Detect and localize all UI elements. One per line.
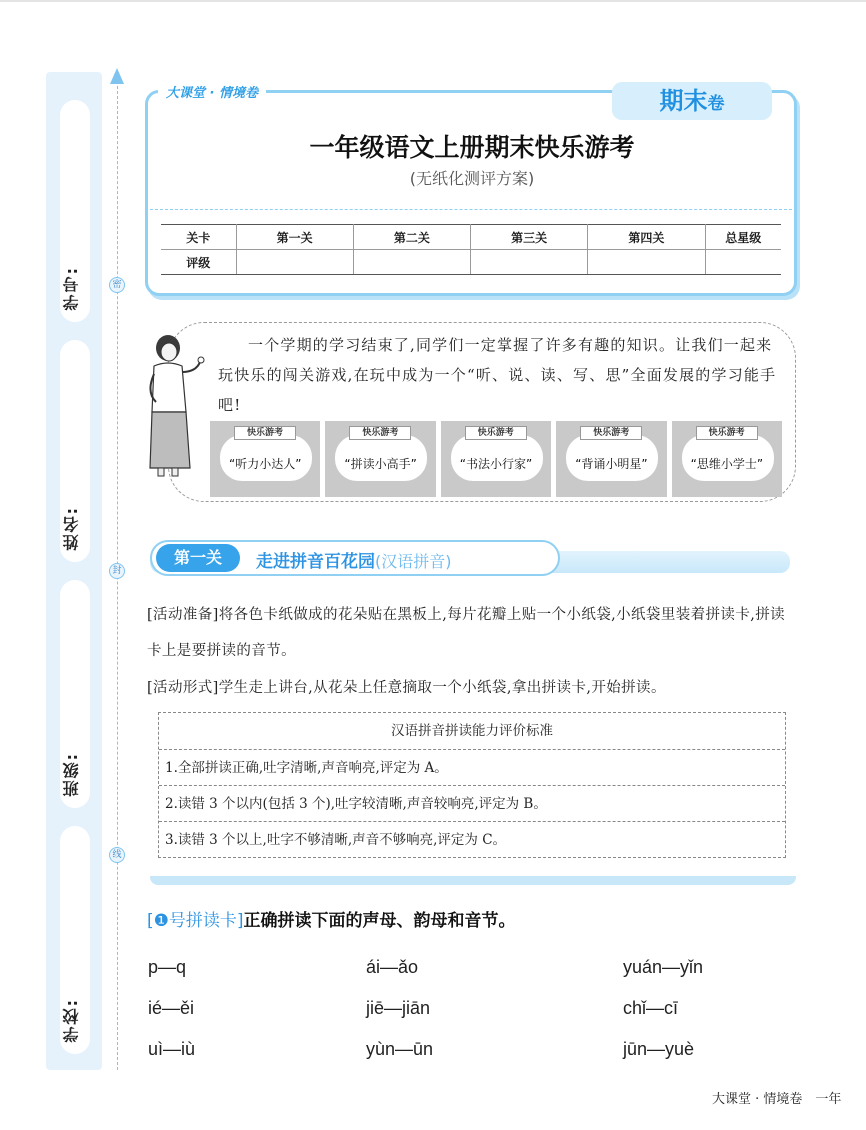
top-divider (0, 0, 866, 2)
section-title-text: 走进拼音百花园 (256, 552, 375, 572)
section-title (256, 547, 452, 572)
seal-mark: 线 (109, 847, 125, 863)
card-label: “思维小学士” (690, 457, 764, 471)
badge-main: 期末 (659, 87, 708, 115)
criteria-item: 2.读错 3 个以内(包括 3 个),吐字较清晰,声音较响亮,评定为 B。 (159, 785, 785, 821)
card-tag: 快乐游考 (349, 426, 411, 440)
badge-suffix: 卷 (707, 94, 725, 114)
class-field[interactable] (60, 580, 90, 808)
grade-cell[interactable] (353, 250, 470, 275)
school-label: 学校: (62, 997, 81, 1042)
card-label: [❶号拼读卡] (147, 911, 244, 931)
pinyin-item: p—q (148, 957, 187, 977)
pinyin-item: ái—ǎo (366, 957, 419, 977)
brand-label: 大课堂 · 情境卷 (158, 82, 266, 101)
table-row-label: 评级 (161, 250, 236, 275)
grading-table (161, 224, 781, 275)
card-tag: 快乐游考 (696, 426, 758, 440)
activity-prep: [活动准备]将各色卡纸做成的花朵贴在黑板上,每片花瓣上贴一个小纸袋,小纸袋里装着拼读卡,拼读卡上是要拼读的音节。 (147, 607, 786, 659)
card-instruction: 正确拼读下面的声母、韵母和音节。 (243, 911, 516, 931)
table-header-cell: 第一关 (236, 225, 353, 250)
page-subtitle: (无纸化测评方案) (409, 169, 535, 188)
criteria-item: 3.读错 3 个以上,吐字不够清晰,声音不够响亮,评定为 C。 (159, 821, 785, 857)
card-tag: 快乐游考 (580, 426, 642, 440)
table-header-cell: 第四关 (588, 225, 705, 250)
table-header-cell: 总星级 (705, 225, 781, 250)
game-card (672, 421, 782, 497)
pinyin-card-title (147, 906, 516, 931)
pinyin-item: uì—iù (148, 1039, 196, 1059)
grade-cell[interactable] (705, 250, 781, 275)
intro-text: 一个学期的学习结束了,同学们一定掌握了许多有趣的知识。让我们一起来玩快乐的闯关游戏,在玩中成为一个“听、说、读、写、思”全面发展的学习能手吧! (218, 336, 777, 414)
exam-type-badge (612, 82, 772, 120)
card-tag: 快乐游考 (465, 426, 527, 440)
activity-form: [活动形式]学生走上讲台,从花朵上任意摘取一个小纸袋,拿出拼读卡,开始拼读。 (147, 680, 666, 696)
criteria-title: 汉语拼音拼读能力评价标准 (391, 723, 553, 739)
teacher-illustration (140, 332, 212, 482)
table-header-cell: 关卡 (161, 225, 236, 250)
page-footer: 大课堂 · 情境卷 一年 (712, 1092, 842, 1107)
game-card (325, 421, 435, 497)
game-cards (210, 421, 782, 497)
pinyin-item: ié—ěi (148, 998, 195, 1018)
grade-cell[interactable] (588, 250, 705, 275)
card-label: “听力小达人” (228, 457, 302, 471)
binding-strip (46, 72, 102, 1070)
section-subtitle: (汉语拼音) (375, 552, 452, 571)
seal-mark: 密 (109, 277, 125, 293)
header-divider (150, 209, 792, 210)
pinyin-item: yùn—ūn (366, 1039, 434, 1059)
pinyin-item: jiē—jiān (366, 998, 431, 1018)
game-card (556, 421, 666, 497)
criteria-box (158, 712, 786, 858)
pinyin-item: chǐ—cī (623, 998, 679, 1018)
table-header-cell: 第三关 (471, 225, 588, 250)
grade-cell[interactable] (236, 250, 353, 275)
id-field[interactable] (60, 100, 90, 322)
id-label: 学号: (62, 265, 81, 310)
name-field[interactable] (60, 340, 90, 562)
school-field[interactable] (60, 826, 90, 1054)
section-bottom-bar (150, 876, 796, 885)
name-label: 姓名: (62, 505, 81, 550)
card-label: “背诵小明星” (575, 457, 648, 471)
seal-mark: 封 (109, 563, 125, 579)
card-label: “书法小行家” (459, 457, 533, 471)
card-tag: 快乐游考 (234, 426, 296, 440)
pinyin-item: yuán—yǐn (623, 957, 704, 977)
game-card (210, 421, 320, 497)
table-header-cell: 第二关 (353, 225, 470, 250)
section-badge: 第一关 (156, 544, 240, 572)
grade-cell[interactable] (471, 250, 588, 275)
card-label: “拼读小高手” (344, 457, 417, 471)
pinyin-item: jūn—yuè (623, 1039, 695, 1059)
class-label: 班级: (62, 751, 81, 796)
game-card (441, 421, 551, 497)
criteria-item: 1.全部拼读正确,吐字清晰,声音响亮,评定为 A。 (159, 749, 785, 785)
page-title: 一年级语文上册期末快乐游考 (309, 133, 635, 162)
